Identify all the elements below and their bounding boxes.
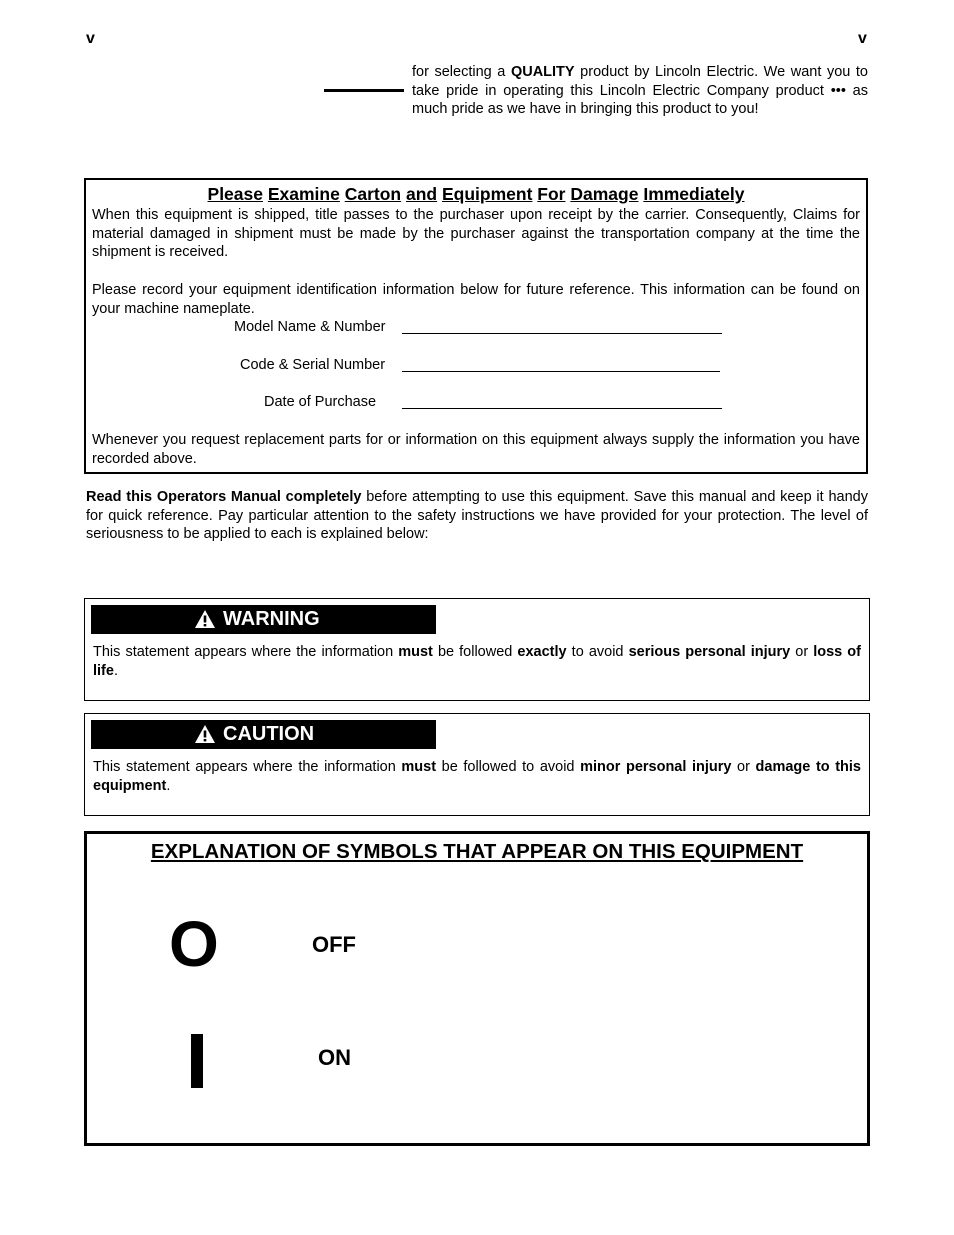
page-number-right: v [858, 30, 867, 47]
examine-damage-box [84, 178, 868, 474]
title-word: Equipment [441, 184, 533, 204]
warning-label: WARNING [223, 608, 320, 630]
warning-banner [91, 605, 436, 634]
off-symbol: O [169, 908, 219, 980]
warning-triangle-icon [194, 609, 216, 629]
warning-text: This statement appears where the information must be followed exactly to avoid serious personal injury or loss of life. [93, 644, 861, 679]
read-manual-text: before attempting to use this equipment. Save this manual and keep it handy for quick reference. Pay particular attention to the safety instructions we have provided for your protection. The level of seriousness to be applied to each is explained below: [86, 489, 868, 542]
intro-rule [324, 89, 404, 92]
purchase-date-field-line[interactable] [402, 408, 722, 409]
serial-field-label: Code & Serial Number [240, 357, 386, 373]
read-manual-paragraph [86, 488, 868, 544]
page-number-left: v [86, 30, 95, 47]
caution-text: This statement appears where the information must be followed to avoid minor personal injury or damage to this equipment. [93, 759, 861, 794]
intro-paragraph [412, 63, 868, 119]
warning-box [84, 598, 870, 701]
read-manual-bold: Read this Operators Manual completely [86, 489, 362, 505]
off-label: OFF [312, 932, 356, 957]
model-field-line[interactable] [402, 333, 722, 334]
purchase-date-field-label: Date of Purchase [264, 394, 377, 410]
caution-label: CAUTION [223, 723, 315, 745]
symbols-title: EXPLANATION OF SYMBOLS THAT APPEAR ON THIS EQUIPMENT [150, 840, 804, 863]
caution-box [84, 713, 870, 816]
title-word: Carton [344, 184, 402, 204]
caution-banner [91, 720, 436, 749]
on-symbol [191, 1034, 203, 1088]
title-word: Immediately [643, 184, 745, 204]
on-label: ON [318, 1045, 351, 1070]
title-word: For [537, 184, 566, 204]
serial-field-line[interactable] [402, 371, 720, 372]
intro-quality: QUALITY [510, 64, 575, 80]
record-info-paragraph: Please record your equipment identification information below for future reference. This information can be found on your machine nameplate. [92, 282, 860, 317]
title-word: Examine [267, 184, 340, 204]
intro-text: for selecting a [412, 64, 511, 80]
title-word: Please [207, 184, 263, 204]
title-word: and [405, 184, 438, 204]
examine-damage-title [86, 184, 866, 205]
shipping-claims-paragraph: When this equipment is shipped, title passes to the purchaser upon receipt by the carrier. Consequently, Claims for material damaged in shipment must be made by the purchaser against the transportation company at the time the shipment is received. [92, 207, 860, 260]
replacement-parts-paragraph: Whenever you request replacement parts for or information on this equipment always supply the information you have recorded above. [92, 432, 860, 467]
title-word: Damage [570, 184, 639, 204]
warning-triangle-icon [194, 724, 216, 744]
intro-text-rest: product by Lincoln Electric. We want you to take pride in operating this Lincoln Electric Company product ••• as much pride as we have in bringing this product to you! [412, 64, 868, 117]
symbols-box [84, 831, 870, 1146]
model-field-label: Model Name & Number [234, 319, 386, 335]
